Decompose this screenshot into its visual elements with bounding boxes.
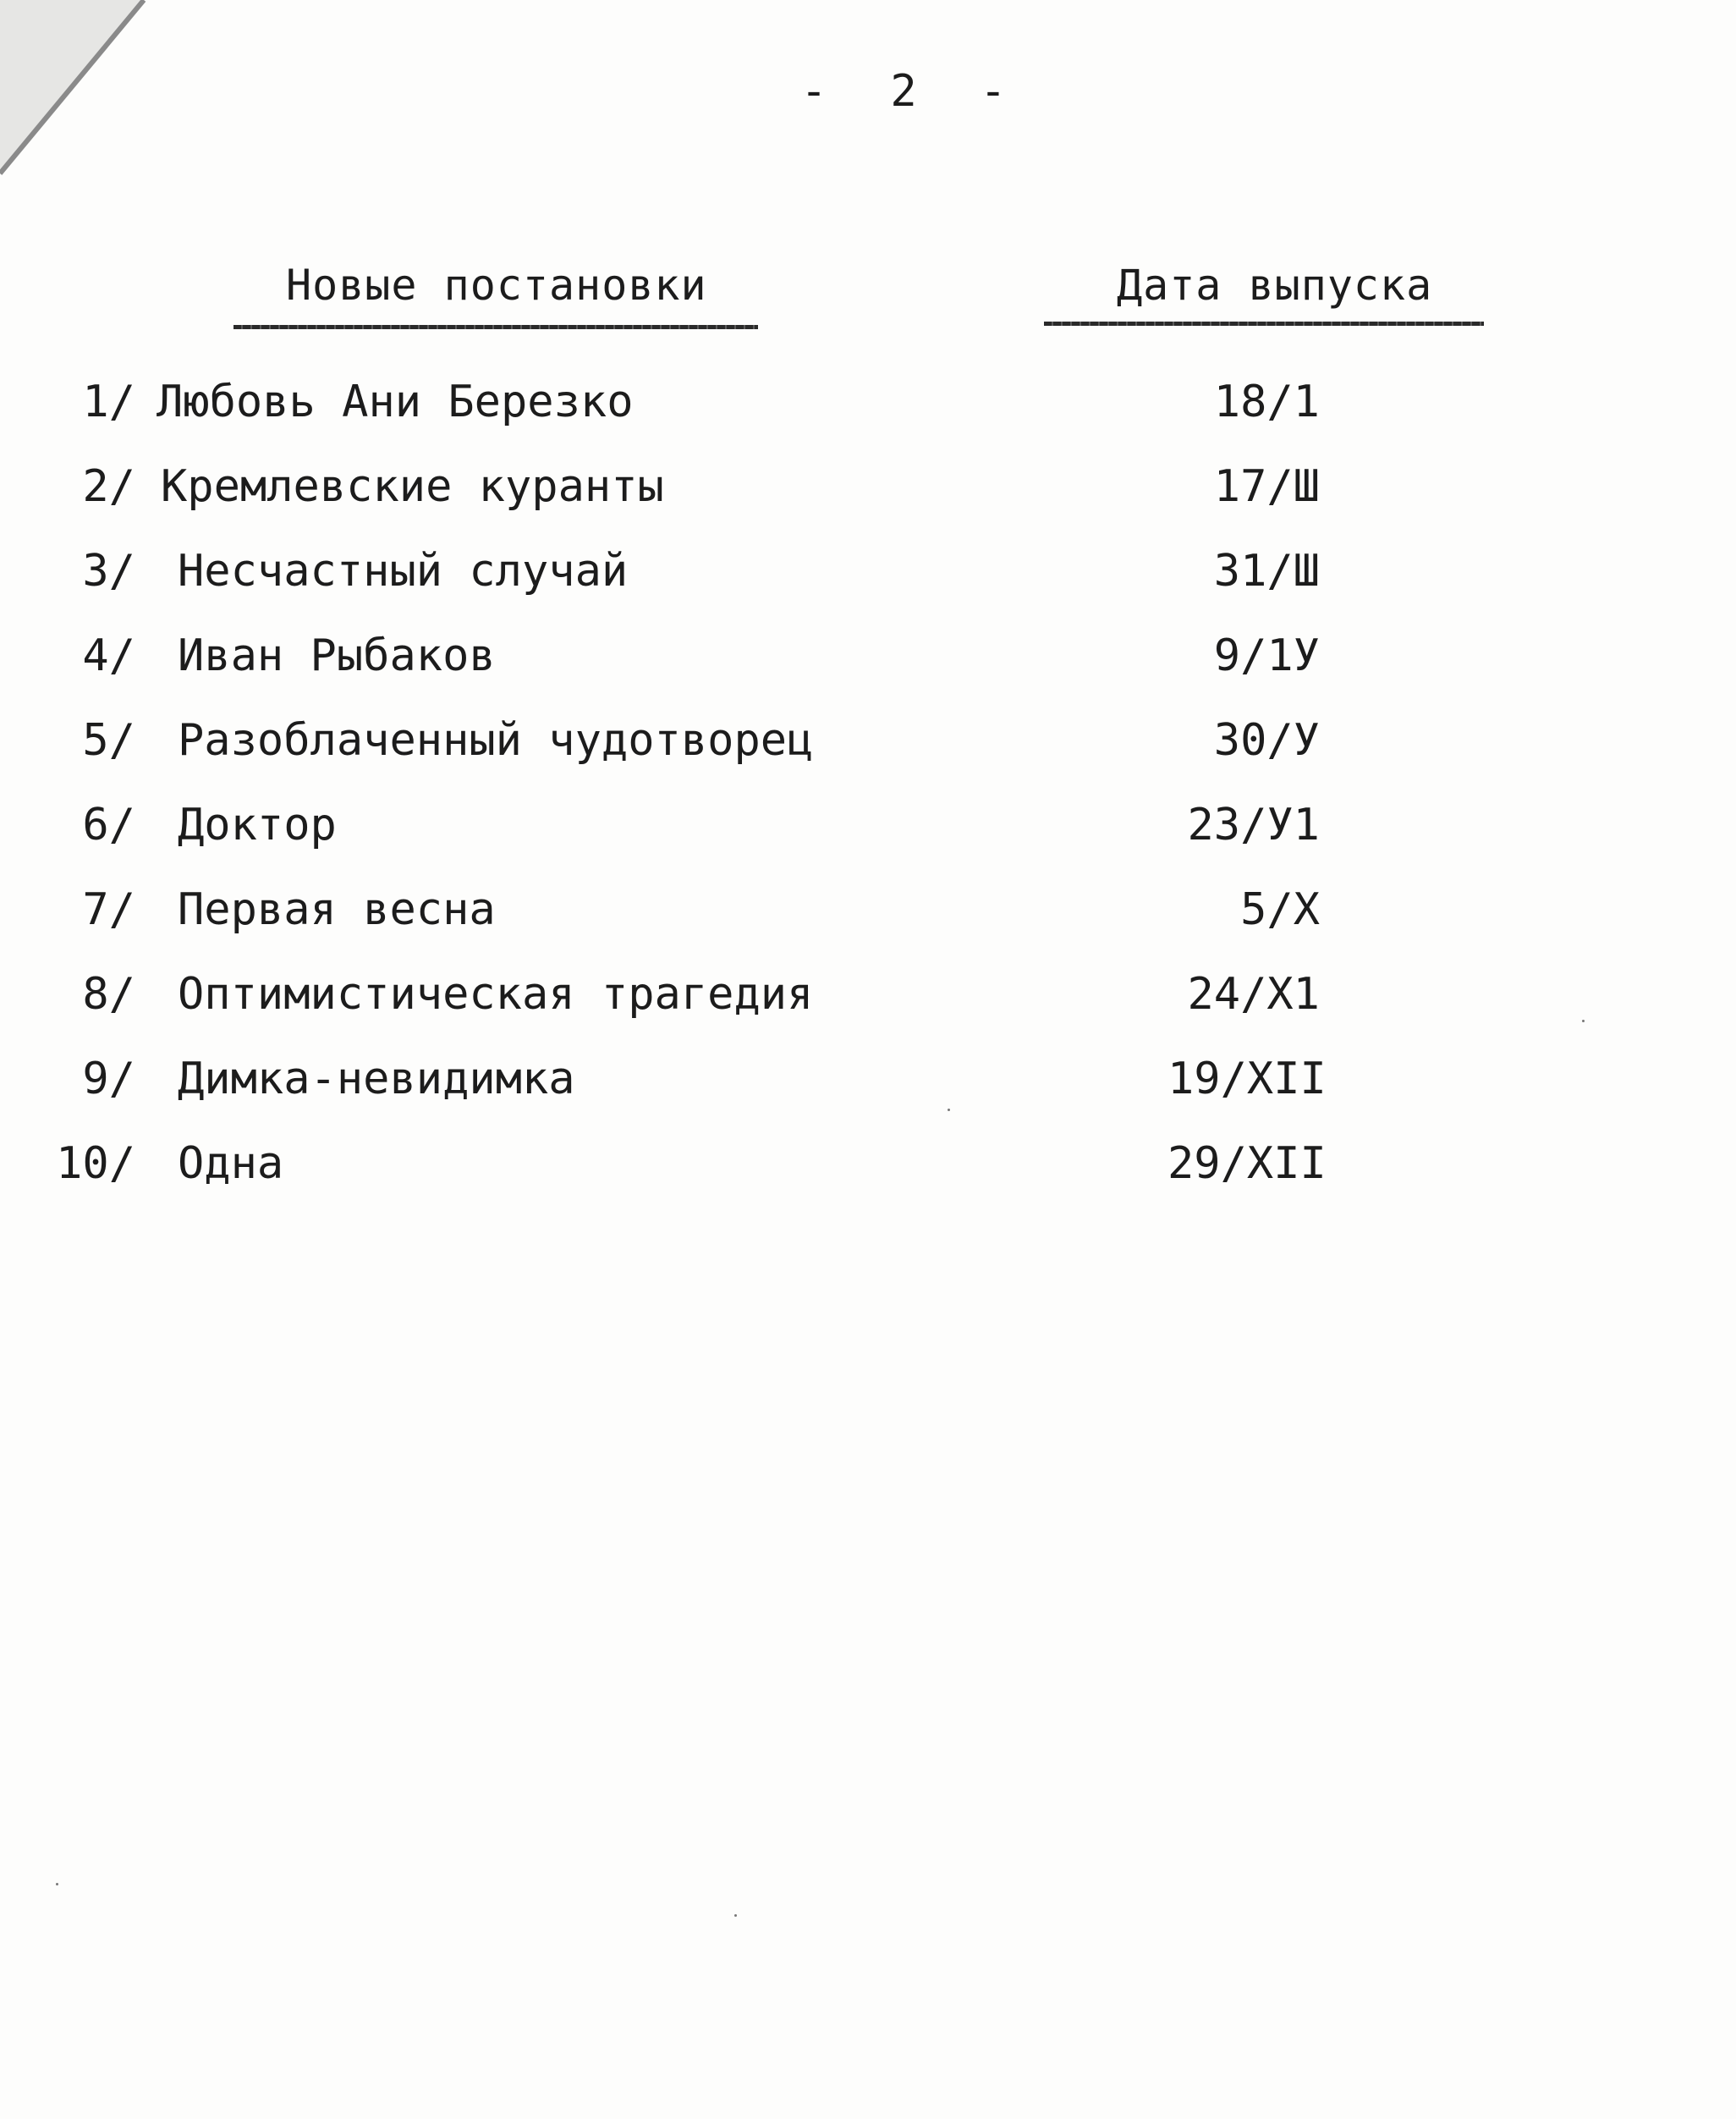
release-date: 18/1 [1213,377,1320,427]
list-item [0,884,1736,969]
list-item [0,1054,1736,1138]
production-title: Доктор [178,800,337,850]
paper-speck [948,1109,950,1111]
production-title: Оптимистическая трагедия [178,969,814,1020]
column-header-release-date: Дата выпуска [1117,261,1433,310]
release-date: 24/X1 [1187,969,1320,1020]
production-title: Иван Рыбаков [178,630,496,681]
release-date: 23/У1 [1187,800,1320,850]
list-item [0,969,1736,1054]
release-date: 9/1У [1213,630,1320,681]
release-date: 29/XII [1167,1138,1327,1189]
item-number: 1/ [82,377,135,427]
list-item [0,800,1736,884]
item-number: 6/ [82,800,135,850]
production-title: Одна [178,1138,284,1189]
list-item [0,715,1736,800]
list-item [0,377,1736,461]
list-item [0,546,1736,630]
list-item [0,461,1736,546]
item-number: 4/ [82,630,135,681]
header-underline-productions [233,325,758,329]
item-number: 9/ [82,1054,135,1104]
item-number: 10/ [56,1138,135,1189]
item-number: 7/ [82,884,135,935]
release-date: 17/Ш [1213,461,1320,512]
paper-speck [1582,1020,1585,1022]
list-item [0,630,1736,715]
page-number: - 2 - [800,66,1010,117]
release-date: 5/X [1240,884,1320,935]
item-number: 8/ [82,969,135,1020]
release-date: 19/XII [1167,1054,1327,1104]
release-date: 31/Ш [1213,546,1320,597]
production-title: Первая весна [178,884,496,935]
production-title: Разоблаченный чудотворец [178,715,814,766]
release-date: 30/У [1213,715,1320,766]
item-number: 3/ [82,546,135,597]
production-title: Димка-невидимка [178,1054,575,1104]
production-title: Несчастный случай [178,546,629,597]
production-title: Любовь Ани Березко [157,377,634,427]
folded-corner-mark [0,0,169,195]
column-header-productions: Новые постановки [286,261,707,310]
production-title: Кремлевские куранты [161,461,664,512]
paper-speck [734,1914,737,1917]
item-number: 5/ [82,715,135,766]
list-item [0,1138,1736,1223]
item-number: 2/ [82,461,135,512]
header-underline-release-date [1044,322,1484,326]
paper-speck [56,1883,58,1885]
